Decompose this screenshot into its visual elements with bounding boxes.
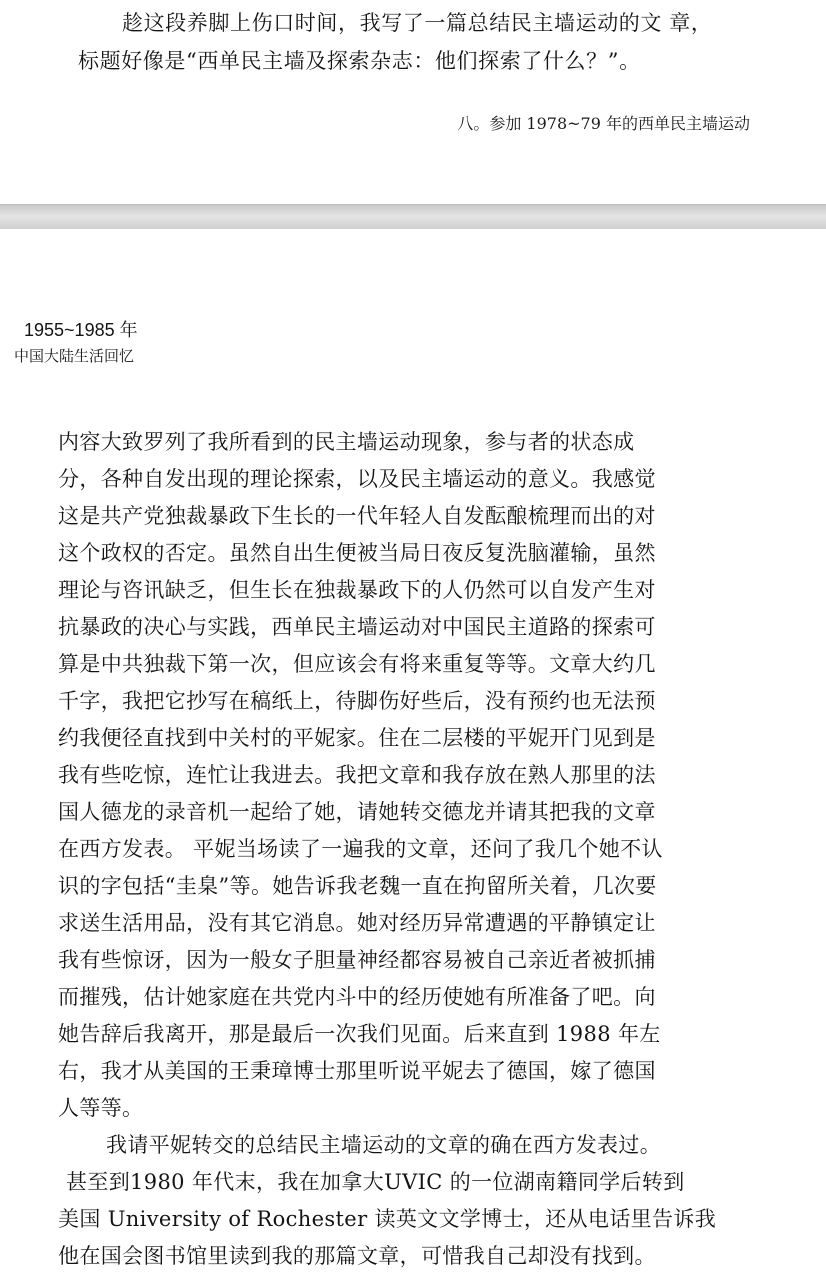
body-line: 内容大致罗列了我所看到的民主墙运动现象，参与者的状态成 [58, 430, 635, 454]
body-line: 右，我才从美国的王秉璋博士那里听说平妮去了德国，嫁了德国 [58, 1059, 656, 1083]
body-line: 他在国会图书馆里读到我的那篇文章，可惜我自己却没有找到。 [58, 1244, 656, 1268]
body-line: 在西方发表。 平妮当场读了一遍我的文章，还问了我几个她不认 [58, 837, 663, 861]
current-page [0, 229, 826, 1280]
running-header-subtitle: 中国大陆生活回忆 [14, 347, 135, 365]
body-line: 抗暴政的决心与实践，西单民主墙运动对中国民主道路的探索可 [58, 615, 656, 639]
body-line: 这是共产党独裁暴政下生长的一代年轻人自发酝酿梳理而出的对 [58, 504, 656, 528]
body-line: 我请平妮转交的总结民主墙运动的文章的确在西方发表过。 [106, 1133, 662, 1157]
body-line: 而摧残，估计她家庭在共党内斗中的经历使她有所准备了吧。向 [58, 985, 656, 1009]
body-line: 理论与咨讯缺乏，但生长在独裁暴政下的人仍然可以自发产生对 [58, 578, 656, 602]
top-paragraph-line-2: 标题好像是“西单民主墙及探索杂志：他们探索了什么？”。 [78, 49, 641, 73]
body-line: 识的字包括“圭臬”等。她告诉我老魏一直在拘留所关着，几次要 [58, 874, 657, 898]
page-separator [0, 204, 826, 230]
body-line: 美国 University of Rochester 读英文文学博士，还从电话里告诉我 [58, 1207, 717, 1231]
body-line: 我有些吃惊，连忙让我进去。我把文章和我存放在熟人那里的法 [58, 763, 656, 787]
body-line: 约我便径直找到中关村的平妮家。住在二层楼的平妮开门见到是 [58, 726, 656, 750]
body-line: 人等等。 [58, 1096, 144, 1120]
body-line: 国人德龙的录音机一起给了她，请她转交德龙并请其把我的文章 [58, 800, 656, 824]
body-line: 求送生活用品，没有其它消息。她对经历异常遭遇的平静镇定让 [58, 911, 656, 935]
running-header-years: 1955~1985 年 [24, 320, 138, 340]
body-paragraphs [58, 424, 758, 1275]
body-line: 这个政权的否定。虽然自出生便被当局日夜反复洗脑灌输，虽然 [58, 541, 656, 565]
body-line: 她告辞后我离开，那是最后一次我们见面。后来直到 1988 年左 [58, 1022, 661, 1046]
body-line: 分，各种自发出现的理论探索，以及民主墙运动的意义。我感觉 [58, 467, 656, 491]
chapter-heading: 八。参加 1978~79 年的西单民主墙运动 [457, 114, 750, 133]
body-line: 算是中共独裁下第一次，但应该会有将来重复等等。文章大约几 [58, 652, 656, 676]
previous-page-fragment [0, 0, 826, 204]
body-line: 甚至到1980 年代末，我在加拿大UVIC 的一位湖南籍同学后转到 [66, 1170, 685, 1194]
body-line: 我有些惊讶，因为一般女子胆量神经都容易被自己亲近者被抓捕 [58, 948, 656, 972]
body-line: 千字，我把它抄写在稿纸上，待脚伤好些后，没有预约也无法预 [58, 689, 656, 713]
top-paragraph-line-1: 趁这段养脚上伤口时间，我写了一篇总结民主墙运动的文 章， [122, 11, 713, 35]
